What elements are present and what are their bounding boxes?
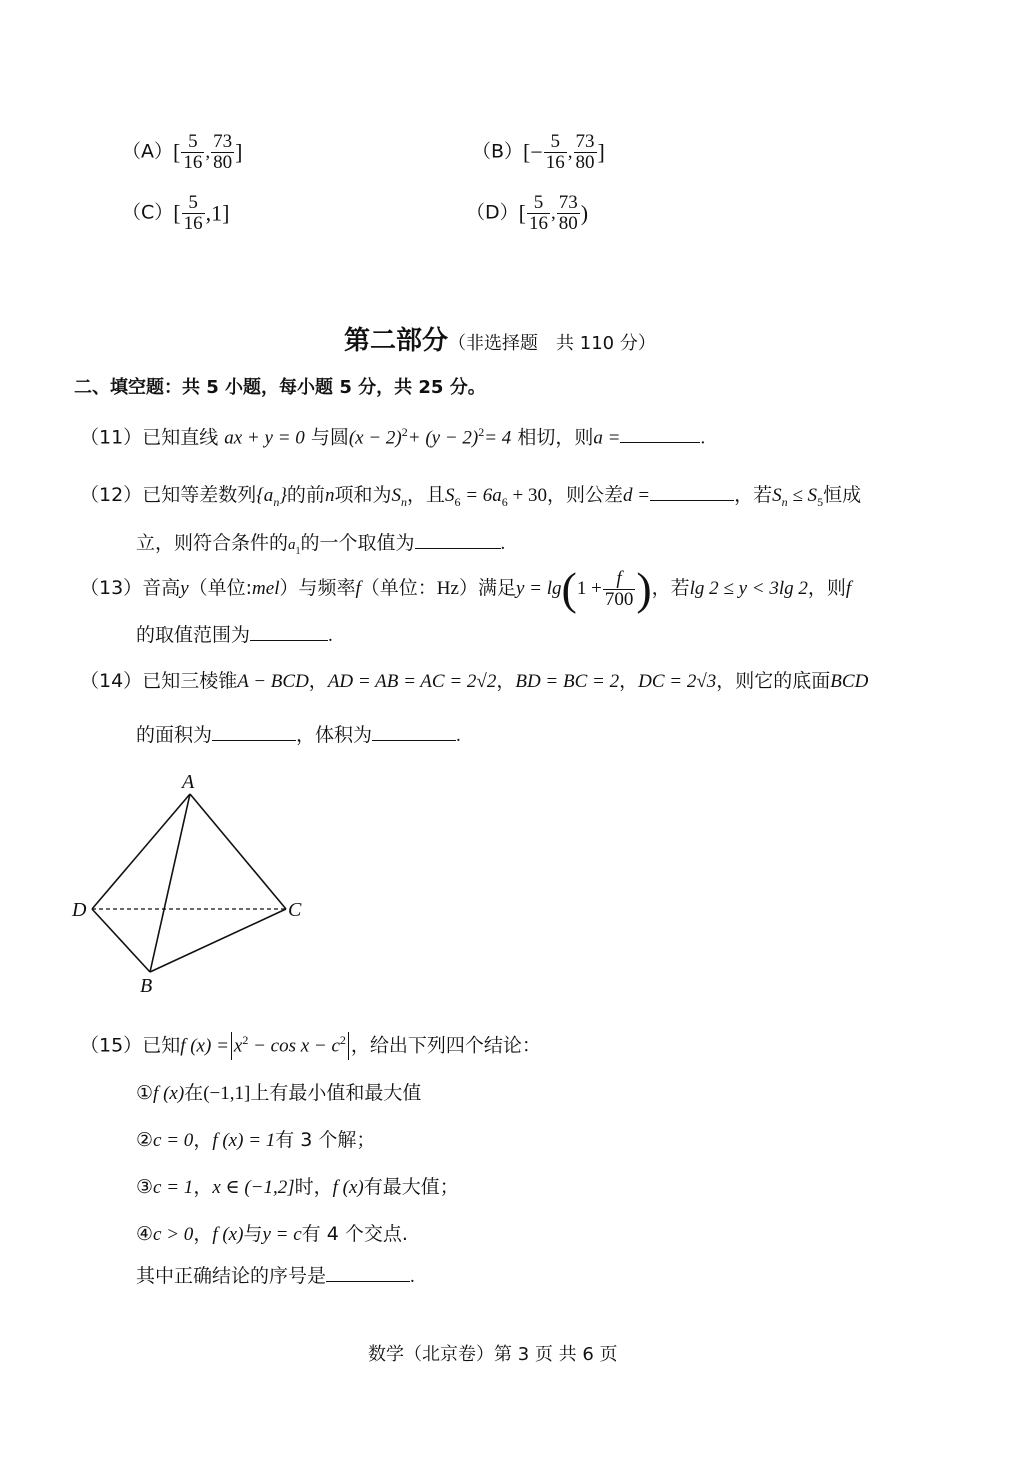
question-14-line2: 的面积为 ，体积为 . [136, 724, 461, 746]
vertex-label-a: A [182, 771, 195, 793]
tetrahedron-figure [60, 764, 350, 1004]
edge-ad [92, 794, 190, 909]
conclusion-2: ②c = 0，f (x) = 1有 3 个解； [136, 1129, 376, 1151]
edge-ac [190, 794, 286, 909]
question-15-final: 其中正确结论的序号是 . [136, 1265, 415, 1287]
question-12: （12）已知等差数列$\{a_n\}$的前n项和为$S_n$，且$S_6 = 6a_6 + 30$，则公差d = ，若$S_n \le S_5$恒成 [80, 484, 862, 509]
option-d-label: （D） [466, 201, 519, 224]
question-15: （15）已知f $(x) = x^2 - \cos x - c^2$ ，给出下列四个结论： [80, 1027, 541, 1060]
question-13: （13）音高y（单位:mel）与频率f（单位：Hz）满足y = lg(1 + $\frac{f}{700}$ )，若lg 2 ≤ y < 3lg 2，则f [80, 563, 852, 614]
option-a: （A）[ $\frac{5}{16}$ , $\frac{73}{80}$ ] [122, 131, 243, 173]
part2-title: 第二部分 [344, 326, 449, 356]
question-11: （11）已知直线 ax + y = 0 与圆$(x - 2)^2+ (y - 2)^2= 4$ 相切，则a = . [80, 425, 706, 449]
question-14: （14）已知三棱锥A − BCD，AD = AB = AC = 2√2，BD = BC = 2，DC = 2√3，则它的底面BCD [80, 670, 869, 692]
answer-blank-12b[interactable] [415, 530, 501, 549]
option-b: （B）[− $\frac{5}{16}$ , $\frac{73}{80}$ ] [472, 131, 605, 173]
vertex-label-c: C [288, 899, 302, 921]
answer-blank-14a[interactable] [212, 722, 296, 741]
option-a-label: （A） [122, 140, 173, 163]
conclusion-1: ①f (x)在(−1,1]上有最小值和最大值 [136, 1082, 422, 1104]
answer-blank-13[interactable] [250, 622, 328, 641]
edge-db [92, 909, 150, 972]
section-heading: 二、填空题：共 5 小题，每小题 5 分，共 25 分。 [74, 377, 486, 398]
option-c-label: （C） [122, 201, 174, 224]
conclusion-4: ④c > 0，f (x)与y = c有 4 个交点. [136, 1223, 408, 1245]
answer-blank-11[interactable] [620, 424, 700, 443]
vertex-label-b: B [140, 975, 153, 997]
answer-blank-15[interactable] [326, 1263, 410, 1282]
option-b-label: （B） [472, 140, 524, 163]
edge-ab [150, 794, 190, 972]
answer-blank-14b[interactable] [372, 722, 456, 741]
option-d: （D）[ $\frac{5}{16}$ , $\frac{73}{80}$ ) [466, 192, 589, 234]
question-13-line2: 的取值范围为 . [136, 624, 333, 646]
edge-bc [150, 909, 286, 972]
question-12-line2: 立，则符合条件的$a_1$的一个取值为 . [136, 532, 506, 557]
option-c: （C）[ $\frac{5}{16}$ ,1] [122, 192, 230, 234]
part2-subtitle: （非选择题 共 110 分） [448, 333, 656, 354]
page-footer: 数学（北京卷）第 3 页 共 6 页 [368, 1344, 618, 1365]
part2-heading [344, 320, 656, 357]
vertex-label-d: D [72, 899, 87, 921]
answer-blank-12a[interactable] [650, 482, 734, 501]
conclusion-3: ③c = 1，x ∈ (−1,2]时，f (x)有最大值； [136, 1176, 459, 1198]
